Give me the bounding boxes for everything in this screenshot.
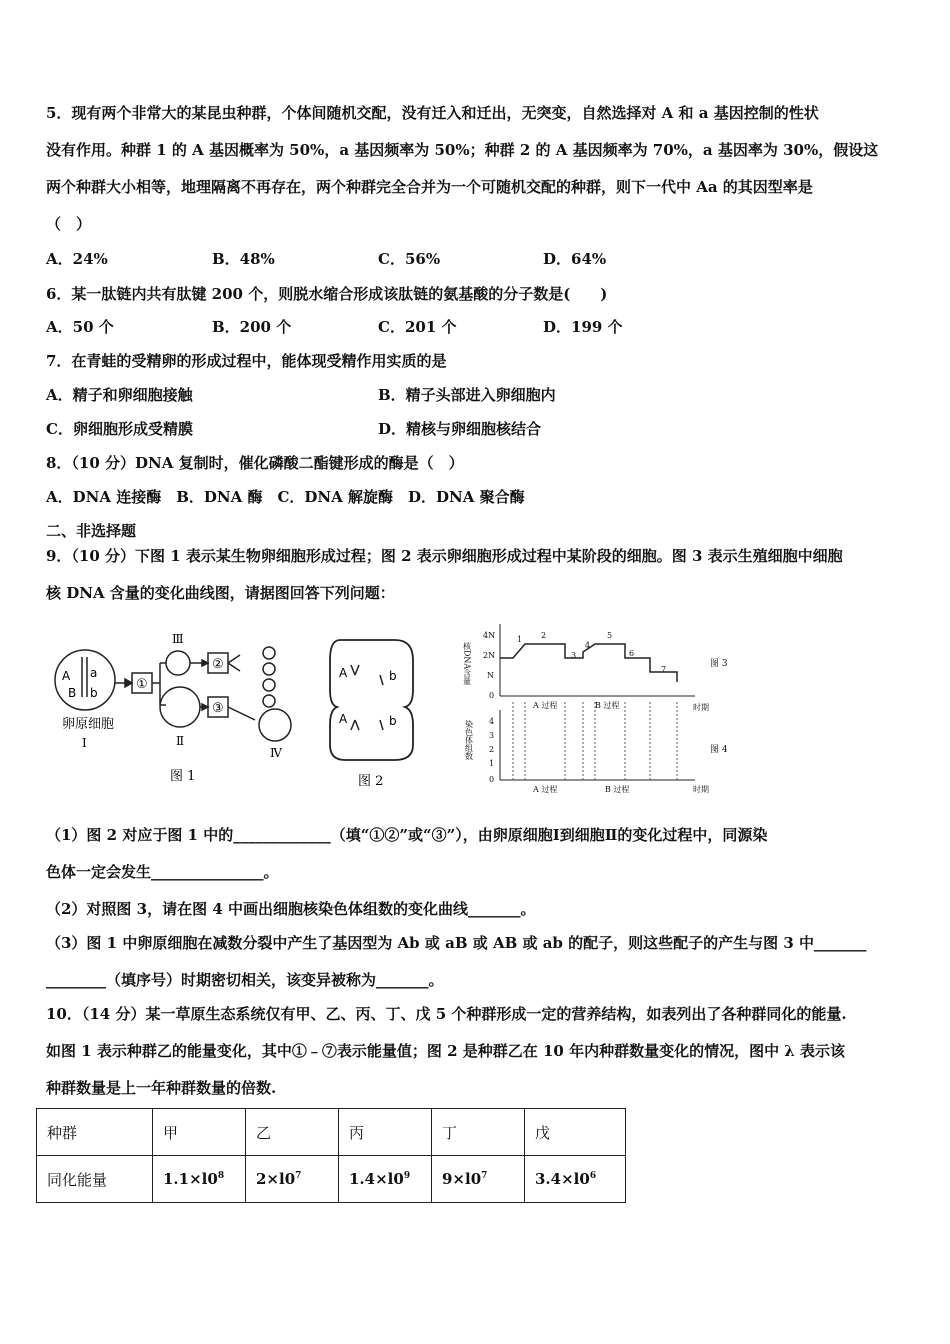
- q5-option-d: D．64%: [543, 250, 607, 268]
- fig3-ytick-2n: 2N: [483, 651, 496, 660]
- fig3-stage-2: 2: [541, 631, 547, 640]
- gene-b-lower: b: [90, 686, 98, 700]
- table-cell: $3.4\times l0^6$: [525, 1156, 626, 1203]
- table-row: [37, 1156, 626, 1203]
- q9-line2: 核 DNA 含量的变化曲线图，请据图回答下列问题：: [46, 584, 395, 602]
- table-header-cell: 丁: [432, 1109, 525, 1156]
- roman-i: Ⅰ: [82, 736, 87, 750]
- q5-option-c: C．56%: [378, 250, 441, 268]
- q7-option-a: A．精子和卵细胞接触: [46, 386, 193, 404]
- figure-1-caption: 图 1: [170, 769, 196, 784]
- energy-table: [36, 1108, 626, 1203]
- figure-1: [50, 625, 310, 795]
- fig4-ytick-1: 1: [489, 759, 495, 768]
- table-cell: $2\times l0^7$: [246, 1156, 339, 1203]
- q6-option-b: B．200 个: [212, 318, 292, 336]
- cell-iv: [259, 709, 291, 741]
- step-3-label: ③: [212, 701, 224, 716]
- fig3-stage-6: 6: [629, 649, 635, 658]
- q5-line4: （ ）: [46, 215, 92, 233]
- q5-option-b: B．48%: [212, 250, 275, 268]
- q6-option-d: D．199 个: [543, 318, 623, 336]
- q9-sub2: （2）对照图 3，请在图 4 中画出细胞核染色体组数的变化曲线_______。: [46, 900, 536, 918]
- table-header-cell: 戊: [525, 1109, 626, 1156]
- gene-a-upper: A: [62, 669, 71, 683]
- q7-stem: 7．在青蛙的受精卵的形成过程中，能体现受精作用实质的是: [46, 352, 447, 370]
- fig2-gene-3: A: [339, 712, 348, 726]
- table-header-cell: 乙: [246, 1109, 339, 1156]
- q7-option-b: B．精子头部进入卵细胞内: [378, 386, 556, 404]
- fig3-stage-7: 7: [661, 665, 667, 674]
- fig3-caption: 图 3: [710, 659, 728, 669]
- q6-option-c: C．201 个: [378, 318, 457, 336]
- table-header-cell: 甲: [153, 1109, 246, 1156]
- q8-options: A．DNA 连接酶 B．DNA 酶 C．DNA 解旋酶 D．DNA 聚合酶: [46, 488, 525, 506]
- table-cell: $1.4\times l0^9$: [339, 1156, 432, 1203]
- q7-option-c: C．卵细胞形成受精膜: [46, 420, 193, 438]
- table-header-cell: 种群: [37, 1109, 153, 1156]
- gene-b-upper: B: [68, 686, 77, 700]
- q5-option-a: A．24%: [46, 250, 108, 268]
- fig4-ytick-4: 4: [489, 717, 495, 726]
- figure-3-4: [462, 612, 745, 797]
- fig2-gene-2: b: [389, 669, 397, 683]
- q10-line2: 如图 1 表示种群乙的能量变化，其中①﹣⑦表示能量值；图 2 是种群乙在 10 年内种群数量变化的情况，图中 λ 表示该: [46, 1042, 846, 1060]
- fig4-ytick-3: 3: [489, 731, 495, 740]
- q6-stem: 6．某一肽链内共有肽键 200 个，则脱水缩合形成该肽链的氨基酸的分子数是( ): [46, 285, 608, 303]
- cell-iii: [166, 651, 190, 675]
- fig4-process-a: A 过程: [533, 785, 558, 794]
- q10-line3: 种群数量是上一年种群数量的倍数.: [46, 1079, 277, 1097]
- fig3-ylabel: 核DNA含量: [462, 642, 472, 686]
- fig3-process-a: A 过程: [533, 701, 558, 710]
- figure-2: [325, 635, 420, 795]
- roman-iv: Ⅳ: [270, 746, 282, 760]
- fig3-stage-3: 3: [571, 651, 577, 660]
- table-row-label: 同化能量: [37, 1156, 153, 1203]
- fig3-ytick-4n: 4N: [483, 631, 496, 640]
- fig3-ytick-n: N: [487, 671, 494, 680]
- q9-sub1-line2: 色体一定会发生_______________。: [46, 863, 279, 881]
- q9-sub3-line2: ________（填序号）时期密切相关，该变异被称为_______。: [46, 971, 444, 989]
- q5-line2: 没有作用。种群 1 的 A 基因概率为 50%，a 基因频率为 50%；种群 2 的 A 基因频率为 70%，a 基因率为 30%，假设这: [46, 141, 879, 159]
- q5-line1: 5．现有两个非常大的某昆虫种群，个体间随机交配，没有迁入和迁出，无突变，自然选择对 A 和 a 基因控制的性状: [46, 104, 819, 122]
- roman-ii: Ⅱ: [176, 734, 185, 748]
- step-2-label: ②: [212, 657, 224, 672]
- cell-ii: [160, 687, 200, 727]
- q10-line1: 10．（14 分）某一草原生态系统仅有甲、乙、丙、丁、戊 5 个种群形成一定的营养结构，如表列出了各种群同化的能量.: [46, 1005, 847, 1023]
- fig3-stage-4: 4: [585, 641, 591, 650]
- fig3-stage-1: 1: [517, 635, 523, 644]
- gene-a-lower: a: [90, 666, 98, 680]
- fig3-stage-5: 5: [607, 631, 613, 640]
- fig2-gene-1: A: [339, 666, 348, 680]
- fig4-ytick-0: 0: [489, 775, 495, 784]
- oogonium-label: 卵原细胞: [62, 717, 115, 732]
- q7-option-d: D．精核与卵细胞核结合: [378, 420, 542, 438]
- fig4-caption: 图 4: [710, 745, 728, 755]
- fig4-ylabel: 染色体组数: [464, 720, 474, 760]
- table-cell: $9\times l0^7$: [432, 1156, 525, 1203]
- roman-iii: Ⅲ: [172, 632, 184, 646]
- figure-2-caption: 图 2: [358, 774, 384, 789]
- fig3-xlabel: 时期: [693, 703, 709, 712]
- fig4-process-b: B 过程: [605, 785, 630, 794]
- fig4-xlabel: 时期: [693, 785, 709, 794]
- q9-line1: 9．（10 分）下图 1 表示某生物卵细胞形成过程；图 2 表示卵细胞形成过程中某阶段的细胞。图 3 表示生殖细胞中细胞: [46, 547, 843, 565]
- step-1-label: ①: [136, 677, 148, 692]
- table-header-row: [37, 1109, 626, 1156]
- section-heading: 二、非选择题: [46, 522, 137, 540]
- q9-sub3-line1: （3）图 1 中卵原细胞在减数分裂中产生了基因型为 Ab 或 aB 或 AB 或 ab 的配子，则这些配子的产生与图 3 中_______: [46, 934, 867, 952]
- fig4-ytick-2: 2: [489, 745, 495, 754]
- q8-stem: 8．（10 分）DNA 复制时，催化磷酸二酯键形成的酶是（ ）: [46, 454, 464, 472]
- table-cell: $1.1\times l0^8$: [153, 1156, 246, 1203]
- table-header-cell: 丙: [339, 1109, 432, 1156]
- q9-sub1-line1: （1）图 2 对应于图 1 中的_____________（填“①②”或“③”），由卵原细胞Ⅰ到细胞Ⅱ的变化过程中，同源染: [46, 826, 768, 844]
- fig2-gene-4: b: [389, 714, 397, 728]
- q5-line3: 两个种群大小相等，地理隔离不再存在，两个种群完全合并为一个可随机交配的种群，则下一代中 Aa 的其因型率是: [46, 178, 813, 196]
- fig3-ytick-0: 0: [489, 691, 495, 700]
- q6-option-a: A．50 个: [46, 318, 114, 336]
- fig3-process-b: B 过程: [595, 701, 620, 710]
